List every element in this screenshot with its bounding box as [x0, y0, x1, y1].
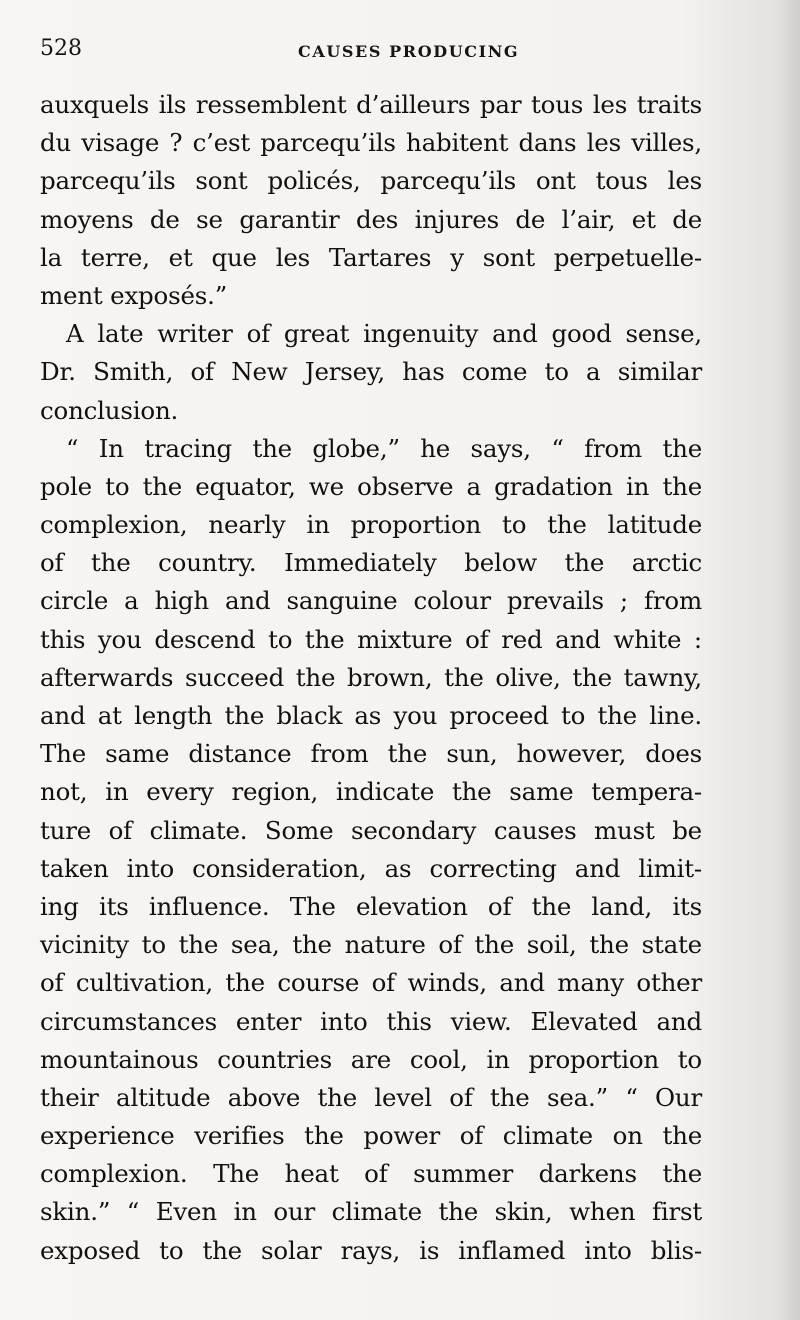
text-line: of the country. Immediately below the arctic	[40, 548, 702, 578]
text-line: afterwards succeed the brown, the olive, the tawny,	[40, 662, 702, 692]
text-line: exposed to the solar rays, is inflamed into blis-	[40, 1235, 702, 1265]
text-line: skin.” “ Even in our climate the skin, when first	[40, 1197, 702, 1227]
text-line: ment exposés.”	[40, 280, 228, 310]
text-line: Dr. Smith, of New Jersey, has come to a similar	[40, 357, 702, 387]
text-line: this you descend to the mixture of red and white :	[40, 624, 702, 654]
text-line: auxquels ils ressemblent d’ailleurs par tous les traits	[40, 90, 702, 119]
text-line: A late writer of great ingenuity and good sense,	[66, 319, 702, 349]
text-line: mountainous countries are cool, in proportion to	[40, 1044, 702, 1074]
text-line: and at length the black as you proceed to the line.	[40, 701, 702, 730]
text-line: moyens de se garantir des injures de l’air, et de	[40, 204, 702, 234]
text-line: “ In tracing the globe,” he says, “ from the	[66, 433, 702, 463]
text-line: taken into consideration, as correcting and limit-	[40, 853, 702, 883]
text-line: not, in every region, indicate the same tempera-	[40, 777, 702, 807]
text-line: du visage ? c’est parcequ’ils habitent dans les villes,	[40, 128, 702, 158]
text-line: ture of climate. Some secondary causes must be	[40, 815, 702, 845]
text-line: vicinity to the sea, the nature of the soil, the state	[40, 930, 702, 960]
text-line: circumstances enter into this view. Elevated and	[40, 1006, 702, 1036]
page-number: 528	[40, 36, 82, 61]
text-line: The same distance from the sun, however, does	[40, 739, 702, 769]
text-line: complexion. The heat of summer darkens the	[40, 1159, 702, 1189]
text-line: ing its influence. The elevation of the land, its	[40, 891, 702, 921]
text-line: circle a high and sanguine colour prevails ; from	[40, 586, 702, 616]
text-line: la terre, et que les Tartares y sont perpetuelle-	[40, 242, 702, 272]
page-header	[40, 36, 740, 76]
text-line: their altitude above the level of the sea.” “ Our	[40, 1082, 702, 1112]
text-line: experience verifies the power of climate on the	[40, 1121, 702, 1151]
text-line: complexion, nearly in proportion to the latitude	[40, 510, 702, 540]
running-head: CAUSES PRODUCING	[298, 42, 520, 61]
text-line: of cultivation, the course of winds, and many other	[40, 968, 702, 998]
body-text	[40, 86, 702, 1270]
text-line: parcequ’ils sont policés, parcequ’ils ont tous les	[40, 166, 702, 196]
text-line: conclusion.	[40, 395, 179, 425]
text-line: pole to the equator, we observe a gradation in the	[40, 471, 702, 501]
